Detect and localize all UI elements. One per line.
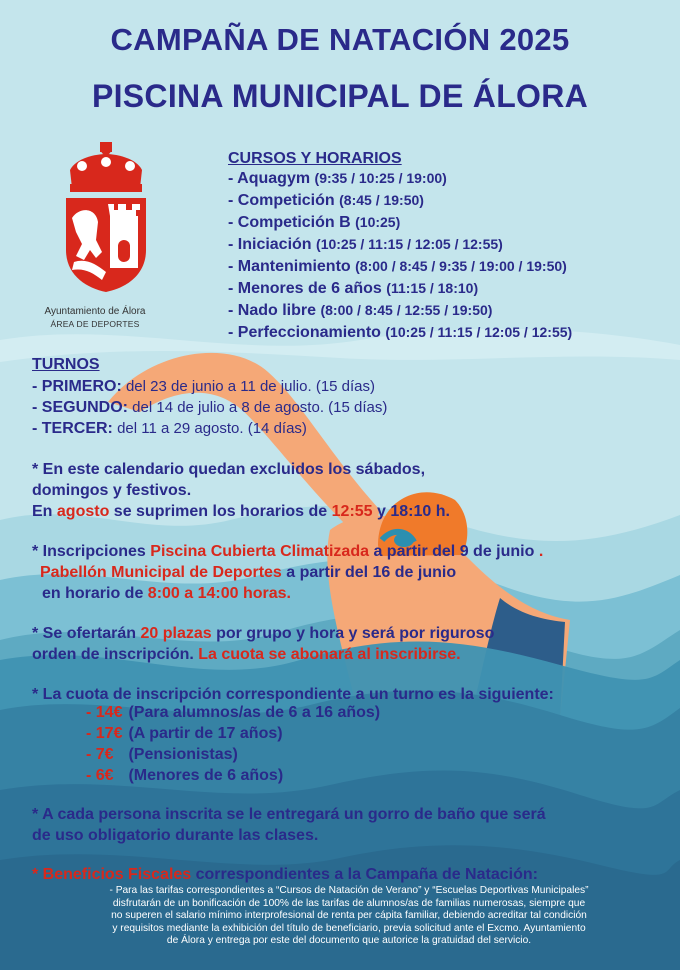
calendar-notice — [32, 459, 450, 522]
course-row — [228, 170, 668, 192]
course-times: (9:35 / 10:25 / 19:00) — [314, 170, 447, 186]
cap-notice-line: de uso obligatorio durante las clases. — [32, 827, 319, 844]
text-span: orden de inscripción. — [32, 646, 199, 663]
highlight-text: . — [538, 543, 544, 560]
fee-price: - 6€ — [86, 767, 114, 784]
fee-desc: (Pensionistas) — [128, 746, 238, 763]
fee-desc: (Para alumnos/as de 6 a 16 años) — [128, 704, 381, 721]
course-row — [228, 192, 668, 214]
turnos-heading: TURNOS — [32, 356, 100, 373]
course-times: (11:15 / 18:10) — [386, 280, 479, 296]
turno-row — [32, 399, 387, 417]
text-span: * Se ofertarán — [32, 625, 141, 642]
fine-print-line: de Álora y entrega por este del documento que autorice la gratuidad del servicio. — [166, 935, 532, 947]
turno-name: - TERCER: — [32, 420, 113, 437]
registration-line — [32, 562, 543, 583]
benefits-fine-print — [40, 885, 658, 948]
fee-row — [86, 767, 283, 785]
highlight-text: Piscina Cubierta Climatizada — [150, 543, 369, 560]
text-span: se suprimen los horarios de — [109, 503, 332, 520]
organization-name: Ayuntamiento de Álora — [44, 306, 146, 317]
course-row — [228, 236, 668, 258]
course-times: (10:25 / 11:15 / 12:05 / 12:55) — [385, 324, 573, 340]
places-line — [32, 644, 494, 665]
course-row — [228, 280, 668, 302]
turno-name: - PRIMERO: — [32, 378, 122, 395]
course-name: - Menores de 6 años — [228, 280, 382, 297]
fine-print-line: y requisitos mediante la exhibición del título de beneficiario, previa solicitud ante el Excmo. Ayuntamiento — [112, 922, 586, 934]
fee-price: - 14€ — [86, 704, 123, 721]
fine-print-line: no superen el salario mínimo interprofesional de renta per cápita familiar, debiendo acreditar tal condición — [111, 910, 587, 922]
text-span: correspondientes a la Campaña de Natación: — [191, 866, 538, 883]
course-times: (8:00 / 8:45 / 12:55 / 19:50) — [320, 302, 493, 318]
cap-notice — [32, 804, 546, 846]
highlight-text: 12:55 — [331, 503, 373, 520]
places-line — [32, 623, 494, 644]
text-span: en horario de — [42, 585, 148, 602]
text-span: y 18:10 h. — [372, 503, 450, 520]
turno-dates: del 11 a 29 agosto. (14 días) — [117, 420, 307, 437]
fee-row — [86, 704, 380, 722]
fine-print-line: - Para las tarifas correspondientes a “Cursos de Natación de Verano” y “Escuelas Deportivas Municipales” — [109, 885, 589, 896]
page-title: CAMPAÑA DE NATACIÓN 2025 — [110, 22, 570, 57]
course-row — [228, 302, 668, 324]
courses-heading: CURSOS Y HORARIOS — [228, 150, 402, 167]
course-row — [228, 258, 668, 280]
course-times: (8:45 / 19:50) — [339, 192, 424, 208]
calendar-notice-line — [32, 501, 450, 522]
registration-line — [32, 583, 543, 604]
course-name: - Iniciación — [228, 236, 312, 253]
course-name: - Competición B — [228, 214, 351, 231]
highlight-text: Pabellón Municipal de Deportes — [40, 564, 282, 581]
fee-row — [86, 725, 283, 743]
turno-row — [32, 378, 375, 396]
text-span: En — [32, 503, 57, 520]
fee-row — [86, 746, 238, 764]
calendar-notice-line: domingos y festivos. — [32, 482, 192, 499]
benefits-heading — [32, 864, 538, 885]
highlight-text: 20 plazas — [140, 625, 212, 642]
course-row — [228, 214, 668, 236]
fee-desc: (Menores de 6 años) — [128, 767, 284, 784]
text-span: por grupo y hora y será por riguroso — [211, 625, 495, 642]
course-name: - Aquagym — [228, 170, 311, 187]
turno-dates: del 14 de julio a 8 de agosto. (15 días) — [132, 399, 388, 416]
course-times: (10:25) — [355, 214, 401, 230]
course-row — [228, 324, 668, 346]
fee-desc: (A partir de 17 años) — [128, 725, 283, 742]
cap-notice-line: * A cada persona inscrita se le entregará un gorro de baño que será — [32, 806, 546, 823]
course-times: (8:00 / 8:45 / 9:35 / 19:00 / 19:50) — [355, 258, 567, 274]
places-notice — [32, 623, 494, 665]
course-times: (10:25 / 11:15 / 12:05 / 12:55) — [316, 236, 503, 252]
text-span: a partir del 9 de junio — [369, 543, 539, 560]
coat-of-arms-logo — [56, 140, 156, 300]
turno-name: - SEGUNDO: — [32, 399, 128, 416]
fees-intro: * La cuota de inscripción correspondiente a un turno es la siguiente: — [32, 686, 554, 703]
text-span: a partir del 16 de junio — [281, 564, 457, 581]
page-subtitle: PISCINA MUNICIPAL DE ÁLORA — [91, 78, 589, 114]
registration-notice — [32, 541, 543, 604]
course-name: - Nado libre — [228, 302, 317, 319]
fee-price: - 7€ — [86, 746, 114, 763]
calendar-notice-line: * En este calendario quedan excluidos los sábados, — [32, 461, 426, 478]
organization-department: ÁREA DE DEPORTES — [50, 319, 140, 329]
course-name: - Competición — [228, 192, 335, 209]
fee-price: - 17€ — [86, 725, 123, 742]
text-span: * Inscripciones — [32, 543, 151, 560]
registration-line — [32, 541, 543, 562]
highlight-text: 8:00 a 14:00 horas. — [147, 585, 291, 602]
course-name: - Mantenimiento — [228, 258, 351, 275]
turno-row — [32, 420, 307, 438]
course-name: - Perfeccionamiento — [228, 324, 381, 341]
courses-section — [228, 150, 668, 346]
turno-dates: del 23 de junio a 11 de julio. (15 días) — [125, 378, 376, 395]
fine-print-line: disfrutarán de un bonificación de 100% de las tarifas de alumnos/as de familias numerosas, siempre que — [112, 897, 586, 909]
highlight-text: * Beneficios Fiscales — [32, 866, 192, 883]
highlight-text: agosto — [56, 503, 110, 520]
highlight-text: La cuota se abonará al inscribirse. — [198, 646, 461, 663]
